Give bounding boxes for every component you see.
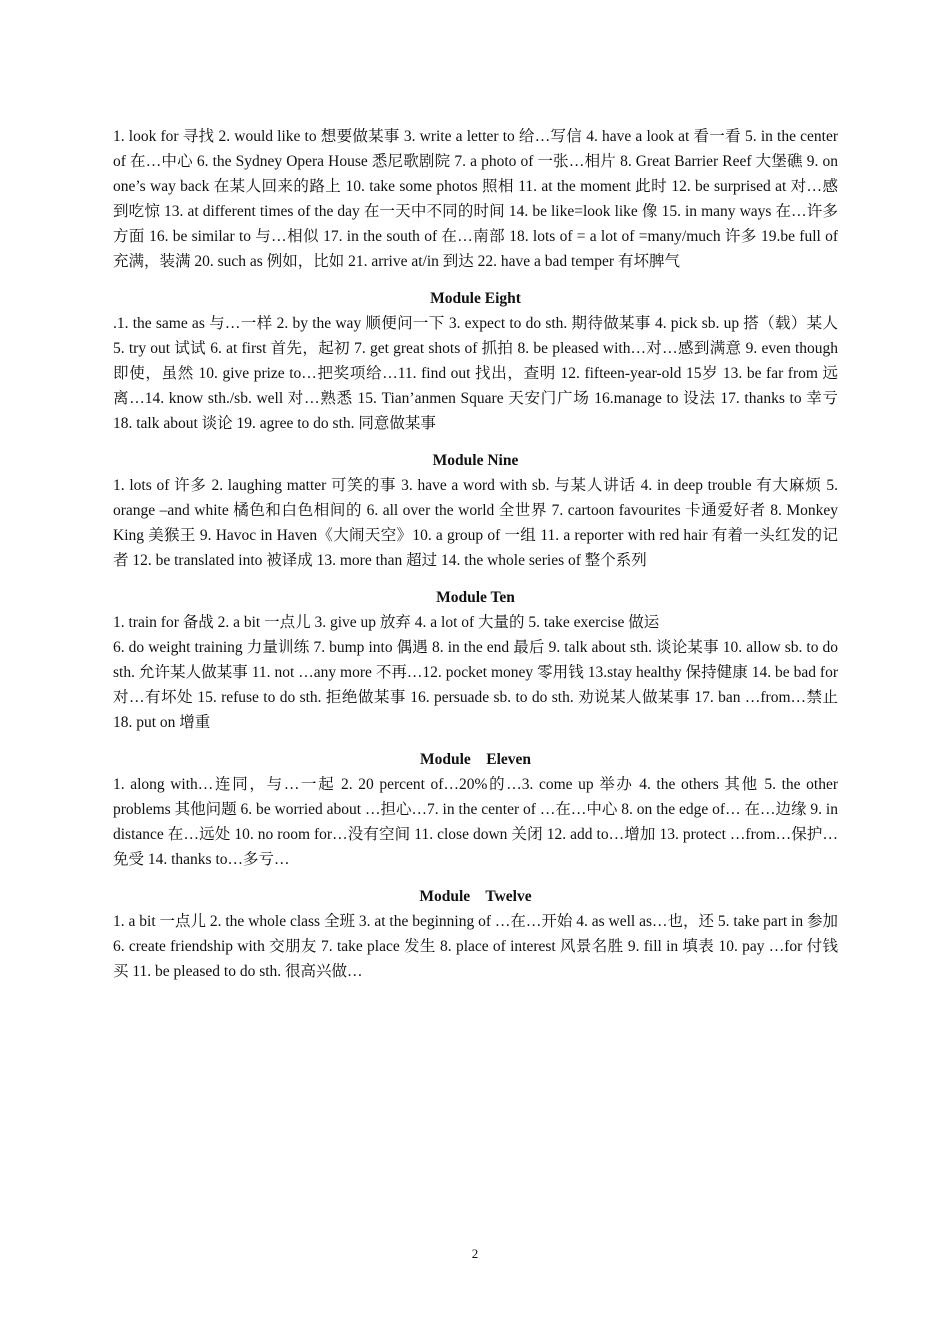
module-body: 1. a bit 一点儿 2. the whole class 全班 3. at the beginning of …在…开始 4. as well as…也，还 5. take part in 参加 6. create friendship with 交朋友 7. take place 发生 8. place of interest 风景名胜 9. fill in 填表 10. pay …for 付钱买 11. be pleased to do sth. 很高兴做… bbox=[113, 913, 838, 980]
module-title: Module Eight bbox=[430, 290, 521, 307]
module-title: Module Eleven bbox=[419, 751, 532, 768]
module-title: Module Ten bbox=[436, 589, 515, 606]
intro-paragraph: 1. look for 寻找 2. would like to 想要做某事 3. write a letter to 给…写信 4. have a look at 看一看 5. in the center of 在…中心 6. the Sydney Opera House 悉尼歌剧院 7. a photo of 一张…相片 8. Great Barrier Reef 大堡礁 9. on one’s way back 在某人回来的路上 10. take some photos 照相 11. at the moment 此时 12. be surprised at 对…感到吃惊 13. at different times of the day 在一天中不同的时间 14. be like=look like 像 15. in many ways 在…许多方面 16. be similar to 与…相似 17. in the south of 在…南部 18. lots of = a lot of =many/much 许多 19.be full of 充满，装满 20. such as 例如，比如 21. arrive at/in 到达 22. have a bad temper 有坏脾气 bbox=[113, 128, 838, 270]
module-title: Module Nine bbox=[432, 452, 519, 469]
module-nine bbox=[113, 448, 838, 573]
module-body: 1. lots of 许多 2. laughing matter 可笑的事 3. have a word with sb. 与某人讲话 4. in deep trouble 有大麻烦 5. orange –and white 橘色和白色相间的 6. all over the world 全世界 7. cartoon favourites 卡通爱好者 8. Monkey King 美猴王 9. Havoc in Haven《大闹天空》10. a group of 一组 11. a reporter with red hair 有着一头红发的记者 12. be translated into 被译成 13. more than 超过 14. the whole series of 整个系列 bbox=[113, 477, 838, 569]
module-body: 1. along with…连同，与…一起 2. 20 percent of…20%的…3. come up 举办 4. the others 其他 5. the other problems 其他问题 6. be worried about …担心…7. in the center of …在…中心 8. on the edge of… 在…边缘 9. in distance 在…远处 10. no room for…没有空间 11. close down 关闭 12. add to…增加 13. protect …from…保护…免受 14. thanks to…多亏… bbox=[113, 776, 838, 868]
module-twelve bbox=[113, 884, 838, 984]
module-ten bbox=[113, 585, 838, 735]
module-title: Module Twelve bbox=[419, 888, 532, 905]
document-page bbox=[113, 124, 838, 996]
module-eight bbox=[113, 286, 838, 436]
module-eleven bbox=[113, 747, 838, 872]
module-body: 1. train for 备战 2. a bit 一点儿 3. give up 放弃 4. a lot of 大量的 5. take exercise 做运 6. do weight training 力量训练 7. bump into 偶遇 8. in the end 最后 9. talk about sth. 谈论某事 10. allow sb. to do sth. 允许某人做某事 11. not …any more 不再…12. pocket money 零用钱 13.stay healthy 保持健康 14. be bad for 对…有坏处 15. refuse to do sth. 拒绝做某事 16. persuade sb. to do sth. 劝说某人做某事 17. ban …from…禁止 18. put on 增重 bbox=[113, 614, 838, 731]
page-number: 2 bbox=[471, 1246, 479, 1261]
module-body: .1. the same as 与…一样 2. by the way 顺便问一下 3. expect to do sth. 期待做某事 4. pick sb. up 搭（载）某人 5. try out 试试 6. at first 首先，起初 7. get great shots of 抓拍 8. be pleased with…对…感到满意 9. even though 即使，虽然 10. give prize to…把奖项给…11. find out 找出，查明 12. fifteen-year-old 15岁 13. be far from 远离…14. know sth./sb. well 对…熟悉 15. Tian’anmen Square 天安门广场 16.manage to 设法 17. thanks to 幸亏 18. talk about 谈论 19. agree to do sth. 同意做某事 bbox=[113, 315, 838, 432]
